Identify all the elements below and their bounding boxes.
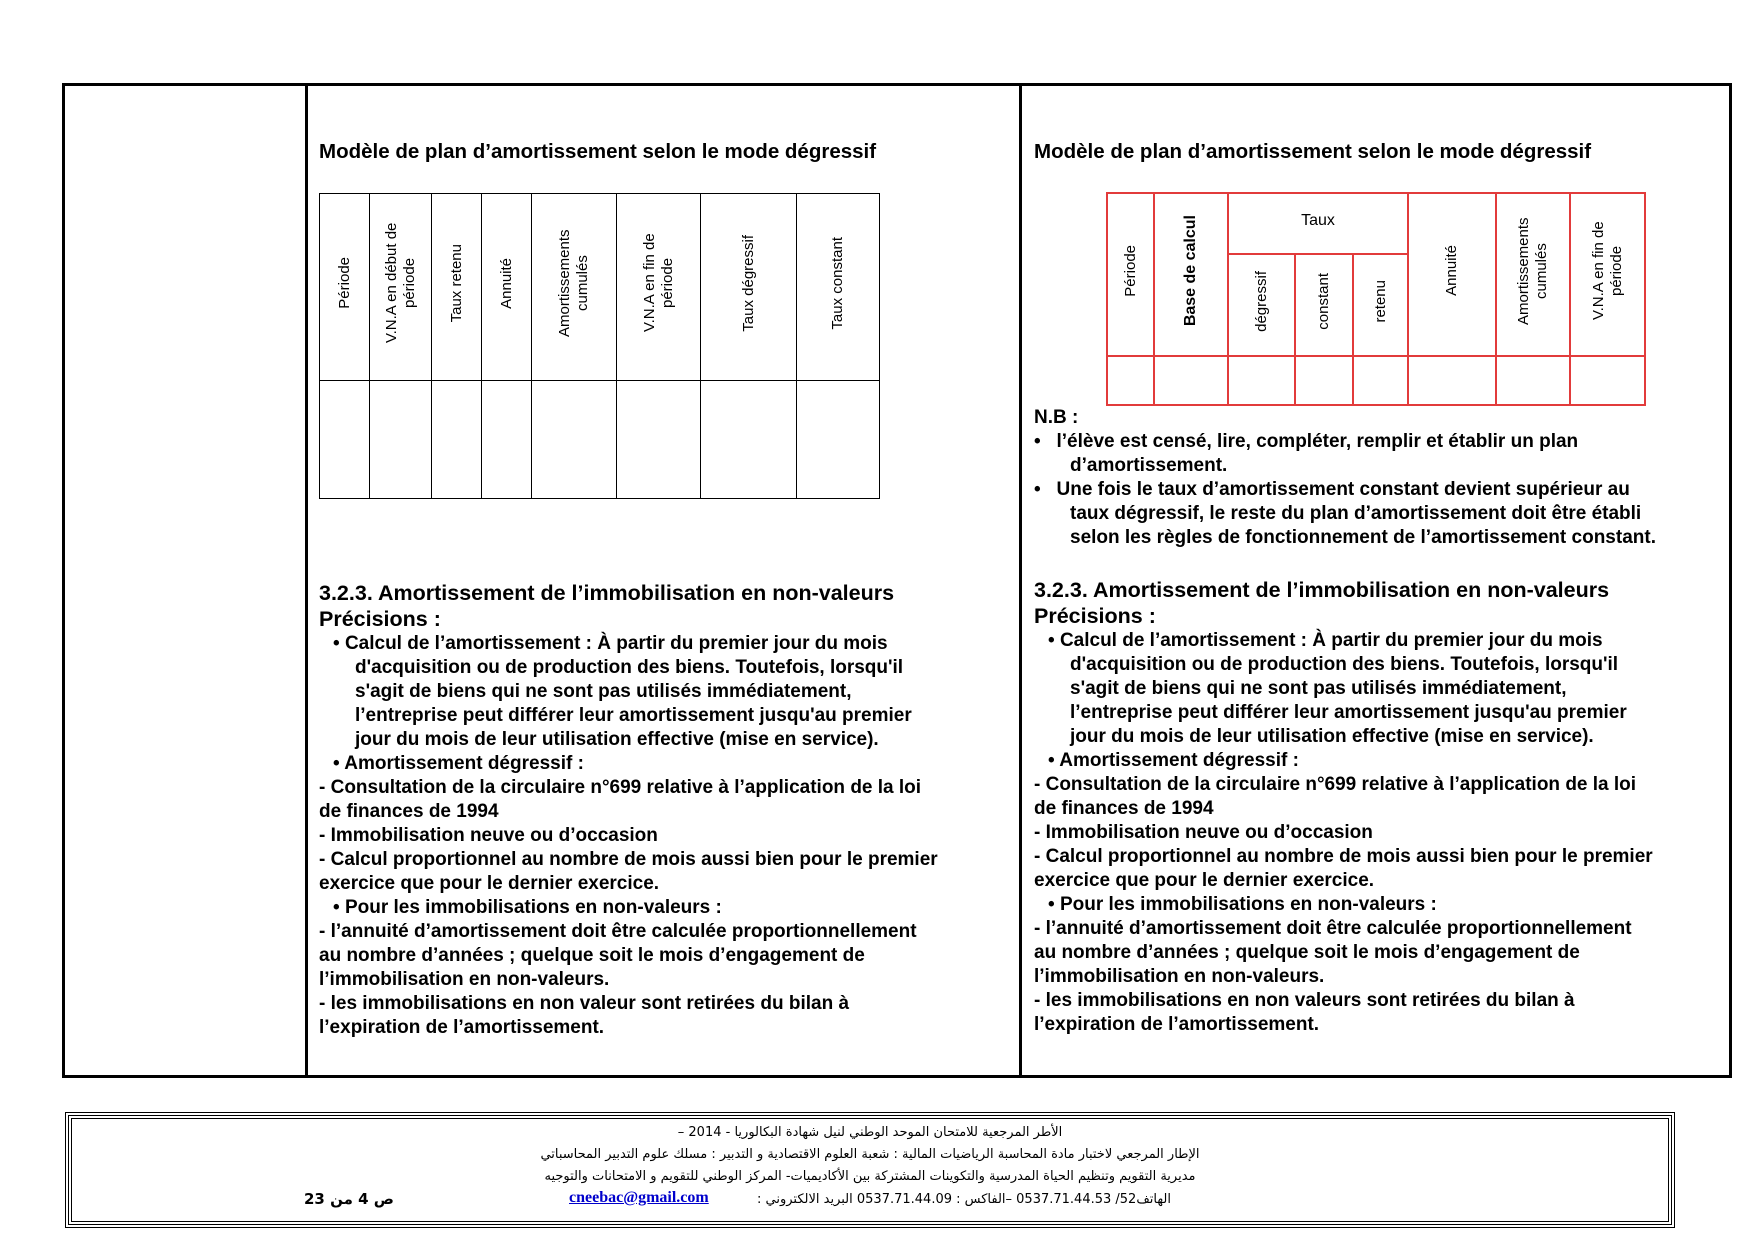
left-title: Modèle de plan d’amortissement selon le mode dégressif [319,140,877,163]
nb-item-2 [1034,478,1724,502]
header-periode: Période [1121,244,1139,297]
text-line: de finances de 1994 [1034,798,1214,819]
bullet-calcul-line: l’entreprise peut différer leur amortissement jusqu'au premier [355,705,912,726]
header-amortissements-cumules: Amortissements cumulés [556,229,591,337]
header-cell [701,194,797,381]
header-cell [1107,193,1154,356]
footer-line-2: الإطار المرجعي لاختبار مادة المحاسبة الرياضيات المالية : شعبة العلوم الاقتصادية و التدبير : مسلك علوم التدبير المحاسباتي [540,1147,1200,1162]
header-amortissements-cumules: Amortissements cumulés [1515,216,1551,325]
header-vna-fin: V.N.A en fin de période [640,233,676,333]
empty-cell [1107,356,1154,405]
nb-label: N.B : [1034,407,1079,428]
nb-item-2-cont: selon les règles de fonctionnement de l’amortissement constant. [1070,527,1656,548]
bullet-calcul: • Calcul de l’amortissement : À partir du premier jour du mois [319,632,1009,656]
empty-cell [617,381,701,499]
header-cell [432,194,482,381]
text-line: - les immobilisations en non valeurs sont retirées du bilan à [1034,990,1575,1011]
bullet-calcul-line: s'agit de biens qui ne sont pas utilisés immédiatement, [1070,678,1567,699]
header-cell [1154,193,1228,356]
header-taux-constant: Taux constant [829,236,846,330]
empty-cell [482,381,532,499]
nb-item-1 [1034,430,1724,454]
text-line: au nombre d’années ; quelque soit le mois d’engagement de [1034,942,1580,963]
text-line: de finances de 1994 [319,801,499,822]
empty-cell [1154,356,1228,405]
bullet-calcul: • Calcul de l’amortissement : À partir du premier jour du mois [1034,629,1724,653]
bullet-glyph: • [1034,431,1057,452]
section-heading: 3.2.3. Amortissement de l’immobilisation en non-valeurs [1034,578,1610,602]
header-cell [1353,254,1408,356]
header-taux-retenu: Taux retenu [447,243,465,323]
text-line: l’immobilisation en non-valeurs. [1034,966,1325,987]
header-base-de-calcul: Base de calcul [1182,214,1199,327]
text-line: - l’annuité d’amortissement doit être calculée proportionnellement [1034,918,1632,939]
text-line: - Consultation de la circulaire n°699 relative à l’application de la loi [1034,774,1637,795]
left-section [319,580,1009,1040]
header-cell [1408,193,1496,356]
header-periode: Période [335,257,353,309]
header-taux-constant: constant [1315,272,1332,330]
header-cell [482,194,532,381]
text-line: l’expiration de l’amortissement. [1034,1014,1320,1035]
bullet-calcul-line: l’entreprise peut différer leur amortissement jusqu'au premier [1070,702,1627,723]
left-amortization-table [319,193,880,499]
footer-email-link[interactable]: cneebac@gmail.com [569,1189,709,1206]
header-cell [370,194,432,381]
text-line: au nombre d’années ; quelque soit le mois d’engagement de [319,945,865,966]
nb-item-1-text: l’élève est censé, lire, compléter, remplir et établir un plan [1056,431,1579,452]
header-taux-degressif: dégressif [1252,270,1270,332]
header-vna-debut: V.N.A en début de période [382,222,418,344]
footer-line-3: مديرية التقويم وتنظيم الحياة المدرسية والتكوينات المشتركة بين الأكاديميات- المركز الوطني للتقويم و الامتحانات والتوجيه [544,1169,1196,1184]
footer-line-4 [72,1189,1668,1213]
bullet-non-valeurs: • Pour les immobilisations en non-valeurs : [1034,893,1724,917]
text-line: - Calcul proportionnel au nombre de mois aussi bien pour le premier [319,849,938,870]
page-number: ص 4 من 23 [304,1190,394,1208]
bullet-non-valeurs: • Pour les immobilisations en non-valeurs : [319,896,1009,920]
text-line: exercice que pour le dernier exercice. [1034,870,1375,891]
empty-cell [532,381,617,499]
header-taux: Taux [1228,193,1408,254]
nb-item-2-cont: taux dégressif, le reste du plan d’amortissement doit être établi [1070,503,1642,524]
text-line: - Immobilisation neuve ou d’occasion [319,825,658,846]
bullet-calcul-line: d'acquisition ou de production des biens. Toutefois, lorsqu'il [1070,654,1619,675]
bullet-degressif: • Amortissement dégressif : [1034,749,1724,773]
header-annuite: Annuité [497,257,515,309]
header-taux-degressif: Taux dégressif [739,234,757,332]
text-line: l’immobilisation en non-valeurs. [319,969,610,990]
nb-item-1-cont: d’amortissement. [1070,455,1228,476]
empty-cell [701,381,797,499]
bullet-calcul-line: jour du mois de leur utilisation effective (mise en service). [355,729,879,750]
footer [68,1115,1672,1225]
section-heading: 3.2.3. Amortissement de l’immobilisation en non-valeurs [319,581,895,605]
empty-cell [1408,356,1496,405]
nb-block [1034,406,1724,550]
header-cell [617,194,701,381]
header-cell [1496,193,1570,356]
text-line: exercice que pour le dernier exercice. [319,873,660,894]
column-divider-2 [1019,83,1022,1078]
nb-item-2-text: Une fois le taux d’amortissement constant devient supérieur au [1056,479,1630,500]
empty-cell [320,381,370,499]
text-line: - Consultation de la circulaire n°699 relative à l’application de la loi [319,777,922,798]
header-cell [1570,193,1645,356]
right-title: Modèle de plan d’amortissement selon le mode dégressif [1034,140,1592,163]
empty-cell [1496,356,1570,405]
precisions-label: Précisions : [319,607,441,631]
bullet-calcul-line: jour du mois de leur utilisation effective (mise en service). [1070,726,1594,747]
right-amortization-table [1106,192,1646,406]
header-cell [532,194,617,381]
empty-cell [797,381,880,499]
text-line: l’expiration de l’amortissement. [319,1017,605,1038]
text-line: - les immobilisations en non valeur sont retirées du bilan à [319,993,850,1014]
bullet-calcul-line: d'acquisition ou de production des biens. Toutefois, lorsqu'il [355,657,904,678]
empty-cell [432,381,482,499]
bullet-degressif: • Amortissement dégressif : [319,752,1009,776]
empty-cell [1295,356,1353,405]
empty-cell [370,381,432,499]
header-annuite: Annuité [1443,245,1461,296]
header-cell [320,194,370,381]
empty-cell [1228,356,1295,405]
empty-cell [1570,356,1645,405]
text-line: - Immobilisation neuve ou d’occasion [1034,822,1373,843]
footer-line-1: الأطر المرجعية للامتحان الموحد الوطني لنيل شهادة البكالوريا - 2014 – [677,1125,1063,1140]
text-line: - Calcul proportionnel au nombre de mois aussi bien pour le premier [1034,846,1653,867]
empty-cell [1353,356,1408,405]
bullet-calcul-line: s'agit de biens qui ne sont pas utilisés immédiatement, [355,681,852,702]
bullet-glyph: • [1034,479,1057,500]
header-vna-fin: V.N.A en fin de période [1589,221,1625,320]
right-section [1034,577,1724,1037]
column-divider-1 [305,83,308,1078]
header-cell [1295,254,1353,356]
header-taux-retenu: retenu [1371,279,1389,323]
header-cell [797,194,880,381]
header-cell [1228,254,1295,356]
precisions-label: Précisions : [1034,604,1156,628]
footer-contact: الهاتف52/ 0537.71.44.53 –الفاكس : 0537.71.44.09 البريد الالكتروني : [757,1192,1171,1207]
text-line: - l’annuité d’amortissement doit être calculée proportionnellement [319,921,917,942]
